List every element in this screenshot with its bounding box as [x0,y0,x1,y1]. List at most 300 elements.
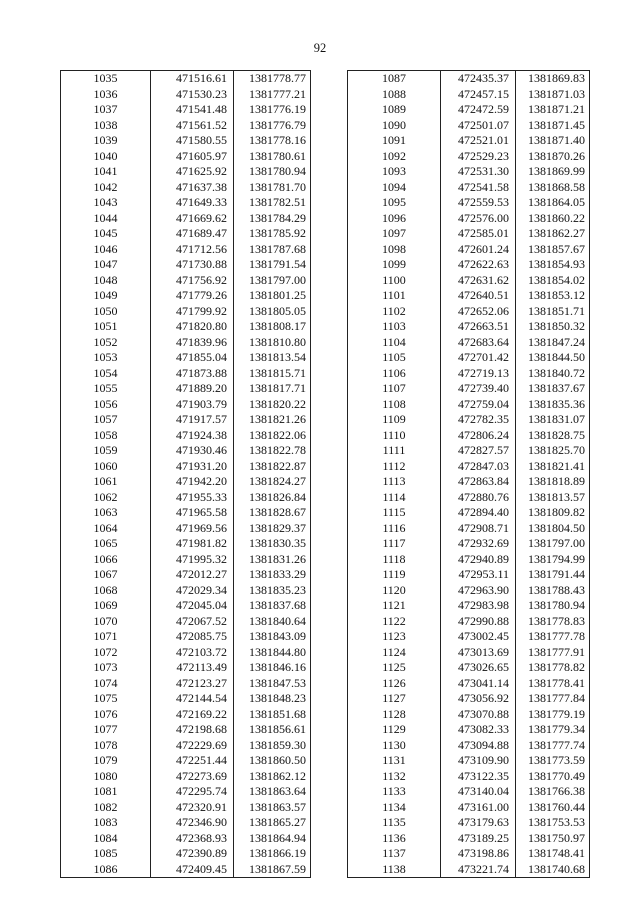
y-coordinate-cell: 1381784.29 [234,211,311,227]
y-coordinate-cell: 1381862.12 [234,769,311,785]
table-row [61,753,311,769]
point-number-cell: 1052 [61,335,151,351]
point-number-cell: 1095 [348,195,441,211]
point-number-cell: 1083 [61,815,151,831]
y-coordinate-cell: 1381777.91 [516,645,590,661]
x-coordinate-cell: 471712.56 [151,242,234,258]
x-coordinate-cell: 472880.76 [441,490,516,506]
x-coordinate-cell: 472576.00 [441,211,516,227]
x-coordinate-cell: 472144.54 [151,691,234,707]
y-coordinate-cell: 1381866.19 [234,846,311,862]
y-coordinate-cell: 1381850.32 [516,319,590,335]
y-coordinate-cell: 1381813.57 [516,490,590,506]
y-coordinate-cell: 1381794.99 [516,552,590,568]
table-row [348,831,590,847]
table-row [348,862,590,878]
x-coordinate-cell: 471516.61 [151,71,234,87]
table-row [61,304,311,320]
table-row [61,722,311,738]
x-coordinate-cell: 472435.37 [441,71,516,87]
table-row [348,87,590,103]
x-coordinate-cell: 473109.90 [441,753,516,769]
x-coordinate-cell: 471873.88 [151,366,234,382]
point-number-cell: 1035 [61,71,151,87]
table-row [348,335,590,351]
table-row [61,102,311,118]
y-coordinate-cell: 1381863.57 [234,800,311,816]
coordinate-table-left [60,70,311,878]
table-row [348,397,590,413]
y-coordinate-cell: 1381810.80 [234,335,311,351]
x-coordinate-cell: 471730.88 [151,257,234,273]
table-row [348,428,590,444]
point-number-cell: 1087 [348,71,441,87]
x-coordinate-cell: 471625.92 [151,164,234,180]
point-number-cell: 1089 [348,102,441,118]
point-number-cell: 1097 [348,226,441,242]
table-row [348,211,590,227]
x-coordinate-cell: 472409.45 [151,862,234,878]
x-coordinate-cell: 471649.33 [151,195,234,211]
x-coordinate-cell: 473094.88 [441,738,516,754]
x-coordinate-cell: 471669.62 [151,211,234,227]
x-coordinate-cell: 472501.07 [441,118,516,134]
table-row [348,707,590,723]
table-row [61,831,311,847]
x-coordinate-cell: 471924.38 [151,428,234,444]
point-number-cell: 1090 [348,118,441,134]
x-coordinate-cell: 471969.56 [151,521,234,537]
point-number-cell: 1050 [61,304,151,320]
point-number-cell: 1042 [61,180,151,196]
y-coordinate-cell: 1381805.05 [234,304,311,320]
table-row [61,474,311,490]
point-number-cell: 1059 [61,443,151,459]
point-number-cell: 1061 [61,474,151,490]
y-coordinate-cell: 1381776.79 [234,118,311,134]
y-coordinate-cell: 1381818.89 [516,474,590,490]
y-coordinate-cell: 1381797.00 [516,536,590,552]
table-row [61,443,311,459]
x-coordinate-cell: 471561.52 [151,118,234,134]
point-number-cell: 1086 [61,862,151,878]
table-row [348,319,590,335]
table-row [61,707,311,723]
point-number-cell: 1046 [61,242,151,258]
table-row [348,815,590,831]
point-number-cell: 1110 [348,428,441,444]
y-coordinate-cell: 1381815.71 [234,366,311,382]
point-number-cell: 1119 [348,567,441,583]
point-number-cell: 1049 [61,288,151,304]
y-coordinate-cell: 1381778.77 [234,71,311,87]
table-row [348,769,590,785]
point-number-cell: 1106 [348,366,441,382]
table-row [61,769,311,785]
table-row [61,273,311,289]
y-coordinate-cell: 1381844.80 [234,645,311,661]
x-coordinate-cell: 472847.03 [441,459,516,475]
x-coordinate-cell: 472863.84 [441,474,516,490]
y-coordinate-cell: 1381820.22 [234,397,311,413]
x-coordinate-cell: 471855.04 [151,350,234,366]
point-number-cell: 1093 [348,164,441,180]
x-coordinate-cell: 471541.48 [151,102,234,118]
x-coordinate-cell: 471839.96 [151,335,234,351]
table-row [348,195,590,211]
table-row [348,784,590,800]
point-number-cell: 1133 [348,784,441,800]
table-row [61,521,311,537]
point-number-cell: 1103 [348,319,441,335]
table-row [348,505,590,521]
y-coordinate-cell: 1381831.07 [516,412,590,428]
point-number-cell: 1111 [348,443,441,459]
table-row [61,164,311,180]
point-number-cell: 1056 [61,397,151,413]
point-number-cell: 1070 [61,614,151,630]
point-number-cell: 1124 [348,645,441,661]
table-row [348,738,590,754]
y-coordinate-cell: 1381851.71 [516,304,590,320]
point-number-cell: 1067 [61,567,151,583]
table-row [348,257,590,273]
table-row [348,102,590,118]
y-coordinate-cell: 1381831.26 [234,552,311,568]
y-coordinate-cell: 1381778.83 [516,614,590,630]
x-coordinate-cell: 472273.69 [151,769,234,785]
point-number-cell: 1036 [61,87,151,103]
y-coordinate-cell: 1381778.82 [516,660,590,676]
y-coordinate-cell: 1381870.26 [516,149,590,165]
point-number-cell: 1104 [348,335,441,351]
table-row [348,474,590,490]
x-coordinate-cell: 471995.32 [151,552,234,568]
x-coordinate-cell: 472953.11 [441,567,516,583]
table-row [348,133,590,149]
table-row [348,118,590,134]
point-number-cell: 1136 [348,831,441,847]
x-coordinate-cell: 473140.04 [441,784,516,800]
x-coordinate-cell: 472827.57 [441,443,516,459]
table-row [61,288,311,304]
table-row [61,505,311,521]
point-number-cell: 1073 [61,660,151,676]
y-coordinate-cell: 1381844.50 [516,350,590,366]
point-number-cell: 1068 [61,583,151,599]
y-coordinate-cell: 1381846.16 [234,660,311,676]
x-coordinate-cell: 472701.42 [441,350,516,366]
y-coordinate-cell: 1381867.59 [234,862,311,878]
y-coordinate-cell: 1381748.41 [516,846,590,862]
y-coordinate-cell: 1381797.00 [234,273,311,289]
x-coordinate-cell: 472390.89 [151,846,234,862]
point-number-cell: 1079 [61,753,151,769]
x-coordinate-cell: 473189.25 [441,831,516,847]
x-coordinate-cell: 472457.15 [441,87,516,103]
y-coordinate-cell: 1381871.21 [516,102,590,118]
table-row [61,319,311,335]
point-number-cell: 1102 [348,304,441,320]
y-coordinate-cell: 1381826.84 [234,490,311,506]
y-coordinate-cell: 1381837.67 [516,381,590,397]
table-row [348,226,590,242]
point-number-cell: 1075 [61,691,151,707]
x-coordinate-cell: 472806.24 [441,428,516,444]
point-number-cell: 1081 [61,784,151,800]
x-coordinate-cell: 472521.01 [441,133,516,149]
point-number-cell: 1132 [348,769,441,785]
point-number-cell: 1043 [61,195,151,211]
point-number-cell: 1060 [61,459,151,475]
table-row [61,629,311,645]
table-row [348,567,590,583]
point-number-cell: 1105 [348,350,441,366]
x-coordinate-cell: 472529.23 [441,149,516,165]
x-coordinate-cell: 471820.80 [151,319,234,335]
x-coordinate-cell: 471779.26 [151,288,234,304]
table-row [348,180,590,196]
y-coordinate-cell: 1381857.67 [516,242,590,258]
x-coordinate-cell: 472045.04 [151,598,234,614]
table-row [61,257,311,273]
x-coordinate-cell: 473026.65 [441,660,516,676]
y-coordinate-cell: 1381828.67 [234,505,311,521]
y-coordinate-cell: 1381809.82 [516,505,590,521]
table-row [348,583,590,599]
x-coordinate-cell: 471580.55 [151,133,234,149]
y-coordinate-cell: 1381750.97 [516,831,590,847]
point-number-cell: 1044 [61,211,151,227]
table-row [61,738,311,754]
y-coordinate-cell: 1381851.68 [234,707,311,723]
y-coordinate-cell: 1381760.44 [516,800,590,816]
x-coordinate-cell: 471955.33 [151,490,234,506]
y-coordinate-cell: 1381840.72 [516,366,590,382]
y-coordinate-cell: 1381773.59 [516,753,590,769]
point-number-cell: 1126 [348,676,441,692]
table-row [348,366,590,382]
point-number-cell: 1109 [348,412,441,428]
table-row [348,71,590,87]
x-coordinate-cell: 471917.57 [151,412,234,428]
y-coordinate-cell: 1381825.70 [516,443,590,459]
page-number: 92 [313,41,327,55]
point-number-cell: 1127 [348,691,441,707]
table-row [348,288,590,304]
table-row [61,614,311,630]
point-number-cell: 1040 [61,149,151,165]
x-coordinate-cell: 472123.27 [151,676,234,692]
point-number-cell: 1125 [348,660,441,676]
x-coordinate-cell: 473002.45 [441,629,516,645]
table-row [61,784,311,800]
x-coordinate-cell: 472640.51 [441,288,516,304]
table-row [348,412,590,428]
y-coordinate-cell: 1381833.29 [234,567,311,583]
table-row [61,195,311,211]
point-number-cell: 1037 [61,102,151,118]
point-number-cell: 1041 [61,164,151,180]
x-coordinate-cell: 472719.13 [441,366,516,382]
table-row [61,335,311,351]
x-coordinate-cell: 472759.04 [441,397,516,413]
x-coordinate-cell: 472346.90 [151,815,234,831]
table-row [348,629,590,645]
y-coordinate-cell: 1381822.87 [234,459,311,475]
x-coordinate-cell: 472622.63 [441,257,516,273]
table-row [348,645,590,661]
table-row [61,490,311,506]
point-number-cell: 1118 [348,552,441,568]
table-row [61,180,311,196]
point-number-cell: 1057 [61,412,151,428]
point-number-cell: 1108 [348,397,441,413]
table-row [61,862,311,878]
x-coordinate-cell: 472113.49 [151,660,234,676]
point-number-cell: 1045 [61,226,151,242]
point-number-cell: 1121 [348,598,441,614]
x-coordinate-cell: 473198.86 [441,846,516,862]
table-row [61,691,311,707]
y-coordinate-cell: 1381780.61 [234,149,311,165]
y-coordinate-cell: 1381778.41 [516,676,590,692]
x-coordinate-cell: 473179.63 [441,815,516,831]
point-number-cell: 1128 [348,707,441,723]
table-row [61,459,311,475]
x-coordinate-cell: 472663.51 [441,319,516,335]
x-coordinate-cell: 472932.69 [441,536,516,552]
point-number-cell: 1053 [61,350,151,366]
y-coordinate-cell: 1381863.64 [234,784,311,800]
x-coordinate-cell: 473056.92 [441,691,516,707]
x-coordinate-cell: 472531.30 [441,164,516,180]
table-row [61,583,311,599]
point-number-cell: 1055 [61,381,151,397]
table-row [61,412,311,428]
point-number-cell: 1091 [348,133,441,149]
x-coordinate-cell: 472940.89 [441,552,516,568]
x-coordinate-cell: 471605.97 [151,149,234,165]
y-coordinate-cell: 1381835.23 [234,583,311,599]
y-coordinate-cell: 1381779.19 [516,707,590,723]
x-coordinate-cell: 473082.33 [441,722,516,738]
point-number-cell: 1098 [348,242,441,258]
y-coordinate-cell: 1381847.53 [234,676,311,692]
y-coordinate-cell: 1381856.61 [234,722,311,738]
point-number-cell: 1094 [348,180,441,196]
coordinate-table-right-body [348,71,590,878]
x-coordinate-cell: 471689.47 [151,226,234,242]
point-number-cell: 1135 [348,815,441,831]
y-coordinate-cell: 1381854.02 [516,273,590,289]
table-row [61,815,311,831]
y-coordinate-cell: 1381847.24 [516,335,590,351]
table-row [61,350,311,366]
table-row [348,304,590,320]
table-row [348,691,590,707]
x-coordinate-cell: 472103.72 [151,645,234,661]
table-row [61,242,311,258]
table-row [348,722,590,738]
table-row [348,242,590,258]
point-number-cell: 1066 [61,552,151,568]
x-coordinate-cell: 471965.58 [151,505,234,521]
x-coordinate-cell: 472320.91 [151,800,234,816]
y-coordinate-cell: 1381780.94 [516,598,590,614]
point-number-cell: 1072 [61,645,151,661]
y-coordinate-cell: 1381830.35 [234,536,311,552]
point-number-cell: 1099 [348,257,441,273]
y-coordinate-cell: 1381860.50 [234,753,311,769]
coordinate-table-right [347,70,590,878]
y-coordinate-cell: 1381860.22 [516,211,590,227]
table-row [348,614,590,630]
table-row [348,660,590,676]
table-row [348,846,590,862]
table-row [61,660,311,676]
point-number-cell: 1048 [61,273,151,289]
table-row [61,645,311,661]
y-coordinate-cell: 1381871.40 [516,133,590,149]
y-coordinate-cell: 1381777.78 [516,629,590,645]
x-coordinate-cell: 472198.68 [151,722,234,738]
y-coordinate-cell: 1381821.26 [234,412,311,428]
y-coordinate-cell: 1381822.06 [234,428,311,444]
x-coordinate-cell: 472782.35 [441,412,516,428]
x-coordinate-cell: 473070.88 [441,707,516,723]
y-coordinate-cell: 1381862.27 [516,226,590,242]
y-coordinate-cell: 1381840.64 [234,614,311,630]
table-row [61,381,311,397]
point-number-cell: 1138 [348,862,441,878]
point-number-cell: 1117 [348,536,441,552]
table-row [348,350,590,366]
y-coordinate-cell: 1381777.74 [516,738,590,754]
y-coordinate-cell: 1381864.05 [516,195,590,211]
y-coordinate-cell: 1381853.12 [516,288,590,304]
y-coordinate-cell: 1381791.44 [516,567,590,583]
y-coordinate-cell: 1381869.83 [516,71,590,87]
point-number-cell: 1085 [61,846,151,862]
point-number-cell: 1120 [348,583,441,599]
table-row [61,118,311,134]
x-coordinate-cell: 471799.92 [151,304,234,320]
point-number-cell: 1063 [61,505,151,521]
x-coordinate-cell: 471942.20 [151,474,234,490]
y-coordinate-cell: 1381854.93 [516,257,590,273]
point-number-cell: 1074 [61,676,151,692]
y-coordinate-cell: 1381871.03 [516,87,590,103]
x-coordinate-cell: 472739.40 [441,381,516,397]
table-row [61,397,311,413]
x-coordinate-cell: 472559.53 [441,195,516,211]
x-coordinate-cell: 471930.46 [151,443,234,459]
y-coordinate-cell: 1381777.21 [234,87,311,103]
x-coordinate-cell: 472229.69 [151,738,234,754]
x-coordinate-cell: 473221.74 [441,862,516,878]
point-number-cell: 1071 [61,629,151,645]
x-coordinate-cell: 473161.00 [441,800,516,816]
table-row [61,800,311,816]
y-coordinate-cell: 1381740.68 [516,862,590,878]
point-number-cell: 1134 [348,800,441,816]
y-coordinate-cell: 1381871.45 [516,118,590,134]
y-coordinate-cell: 1381770.49 [516,769,590,785]
point-number-cell: 1096 [348,211,441,227]
x-coordinate-cell: 471981.82 [151,536,234,552]
table-row [348,149,590,165]
